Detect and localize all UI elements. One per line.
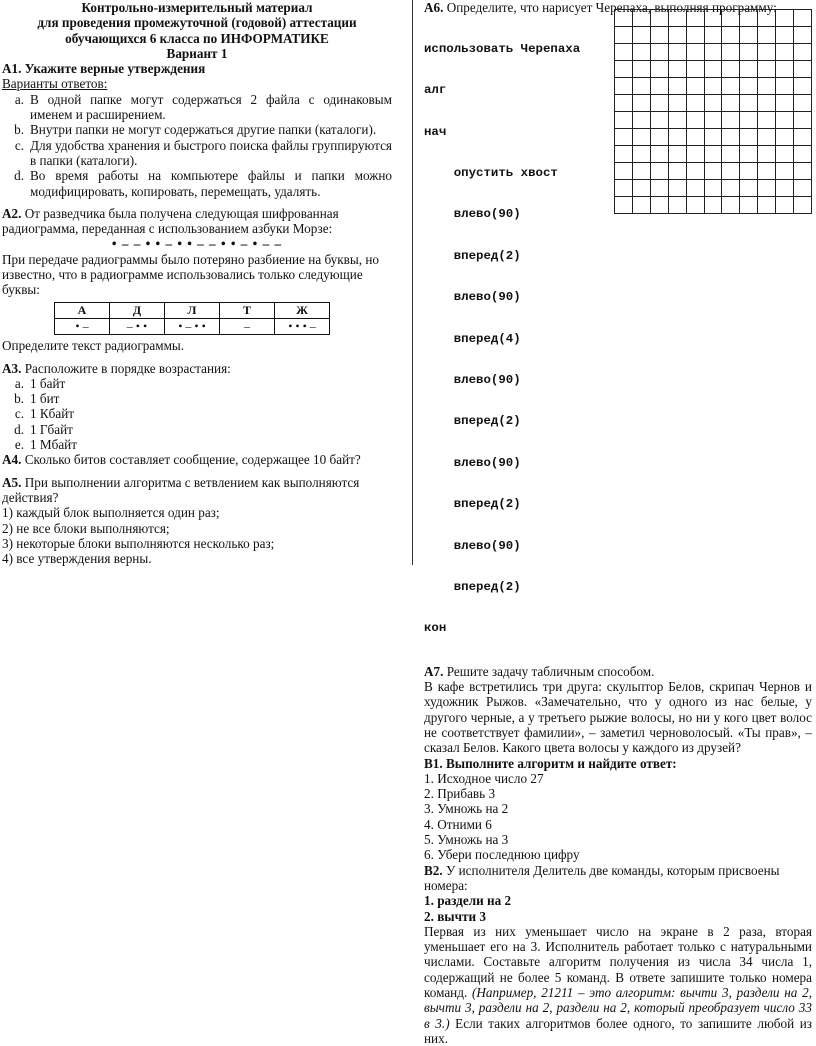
grid-cell [668,10,686,27]
grid-cell [686,163,704,180]
grid-cell [686,146,704,163]
task-a7 [424,664,812,756]
code-line: нач [424,124,447,139]
grid-cell [740,10,758,27]
code-line: опустить хвост [424,166,558,181]
table-cell: Ж [275,302,330,318]
column-divider [412,0,413,565]
grid-cell [722,180,740,197]
task-a3-text: Расположите в порядке возрастания: [24,360,231,376]
grid-cell [686,129,704,146]
task-b2-text: У исполнителя Делитель две команды, которым присвоены номера: [424,862,780,893]
grid-cell [668,146,686,163]
list-item: a. В одной папке могут содержаться 2 файла с одинаковым именем и расширением. [14,91,392,123]
grid-cell [776,129,794,146]
grid-cell [650,197,668,214]
task-a2-text2: При передаче радиограммы было потеряно разбиение на буквы, но известно, что в радиограмме использовались только следующие буквы: [2,251,380,298]
grid-cell [794,180,812,197]
grid-cell [776,61,794,78]
grid-cell [650,44,668,61]
table-cell: • • • – [275,318,330,334]
task-a6-text: Определите, что нарисует Черепаха, выполняя программу: [446,0,777,15]
task-b1-title: Выполните алгоритм и найдите ответ: [445,755,677,771]
grid-cell [740,129,758,146]
grid-cell [740,197,758,214]
list-item: b. 1 бит [14,391,60,407]
grid-cell [668,180,686,197]
grid-cell [704,78,722,95]
grid-cell [722,78,740,95]
grid-cell [615,112,633,129]
grid-cell [650,146,668,163]
variants-label: Варианты ответов: [2,76,108,92]
grid-cell [668,197,686,214]
grid-cell [776,95,794,112]
grid-cell [776,112,794,129]
grid-cell [722,163,740,180]
code-line: вперед(2) [424,248,521,263]
grid-cell [758,10,776,27]
task-a7-number: А7. [424,663,444,679]
grid-cell [740,44,758,61]
task-a2-number: А2. [2,205,22,221]
grid-cell [776,10,794,27]
grid-cell [740,78,758,95]
table-cell: Л [165,302,220,318]
grid-cell [668,44,686,61]
grid-cell [794,78,812,95]
grid-cell [704,180,722,197]
task-a5-text: При выполнении алгоритма с ветвлением как выполняются действия? [2,474,360,505]
grid-cell [776,44,794,61]
task-a2-question: Определите текст радиограммы. [2,338,185,354]
grid-cell [632,44,650,61]
grid-cell [704,129,722,146]
grid-cell [758,112,776,129]
grid-cell [758,44,776,61]
grid-cell [615,197,633,214]
grid-cell [704,163,722,180]
grid-cell [615,27,633,44]
code-line: влево(90) [424,373,521,388]
grid-cell [650,95,668,112]
grid-cell [668,163,686,180]
command-2: 2. вычти 3 [424,908,487,924]
grid-cell [668,27,686,44]
grid-cell [722,61,740,78]
header-line-3: обучающихся 6 класса по ИНФОРМАТИКЕ [65,30,329,46]
list-item: 5. Умножь на 3 [424,832,509,848]
list-item: c. Для удобства хранения и быстрого поиска файлы группируются в папки (каталоги). [14,137,392,168]
task-a2-text: От разведчика была получена следующая шифрованная радиограмма, переданная с использованием азбуки Морзе: [2,205,339,237]
grid-cell [632,10,650,27]
grid-cell [794,129,812,146]
code-line: вперед(2) [424,497,521,512]
task-b1-number: В1. [424,755,443,771]
header-line-2: для проведения промежуточной (годовой) аттестации [37,15,357,31]
grid-cell [740,146,758,163]
task-a4 [2,452,392,467]
grid-cell [650,180,668,197]
grid-cell [615,78,633,95]
task-a5 [2,475,392,567]
right-column [424,0,812,1046]
task-b2-example: (Например, 21211 – это алгоритм: вычти 3, раздели на 2, вычти 3, раздели на 2, раздели на 2, который преобразует число 33 в 3.) [424,984,812,1031]
task-a7-body: В кафе встретились три друга: скульптор Белов, скрипач Чернов и художник Рыжов. «Замечательно, что у одного из нас белые, у другого черные, а у третьего рыжие волосы, но ни у кого цвет волос не соответствует фамилии», – заметил черноволосый. «Ты прав», – сказал Белов. Какого цвета волосы у каждого из друзей? [424,679,812,756]
grid-cell [704,27,722,44]
list-item: 1. Исходное число 27 [424,770,544,786]
grid-cell [615,61,633,78]
grid-cell [650,129,668,146]
grid-cell [722,146,740,163]
grid-cell [668,129,686,146]
grid-cell [704,95,722,112]
grid-cell [686,95,704,112]
code-line: влево(90) [424,207,521,222]
grid-cell [776,197,794,214]
table-cell: – • • [110,318,165,334]
list-item: b. Внутри папки не могут содержаться другие папки (каталоги). [14,122,377,138]
grid-cell [632,95,650,112]
grid-cell [686,10,704,27]
grid-cell [668,61,686,78]
code-line: вперед(2) [424,579,521,594]
header-line-1: Контрольно-измерительный материал [81,0,313,15]
grid-cell [668,78,686,95]
table-cell: Т [220,302,275,318]
grid-cell [686,78,704,95]
grid-cell [758,129,776,146]
list-item: 1) каждый блок выполняется один раз; [2,505,220,521]
grid-cell [668,112,686,129]
grid-cell [668,95,686,112]
grid-cell [794,146,812,163]
grid-cell [776,27,794,44]
list-item: 4. Отними 6 [424,816,492,832]
grid-cell [632,129,650,146]
code-line: использовать Черепаха [424,41,581,56]
turtle-grid [614,9,812,214]
grid-cell [704,197,722,214]
task-b2 [424,863,812,1046]
grid-cell [632,78,650,95]
grid-cell [740,180,758,197]
morse-table [54,302,330,336]
grid-cell [615,95,633,112]
morse-message: • – – • • – • • – – • • – • – – [111,236,283,252]
task-a1-number: А1. [2,61,22,77]
table-cell: А [55,302,110,318]
task-a1 [2,61,392,199]
grid-cell [686,61,704,78]
grid-cell [758,61,776,78]
table-cell: Д [110,302,165,318]
task-a7-text: Решите задачу табличным способом. [446,663,655,679]
list-item: e. 1 Мбайт [14,437,77,453]
code-line: влево(90) [424,290,521,305]
grid-cell [650,10,668,27]
task-a5-number: А5. [2,474,22,490]
grid-cell [740,112,758,129]
grid-cell [758,78,776,95]
grid-cell [722,27,740,44]
grid-cell [740,61,758,78]
grid-cell [776,146,794,163]
grid-cell [650,27,668,44]
grid-cell [740,27,758,44]
grid-cell [704,112,722,129]
task-b2-tail: Если таких алгоритмов более одного, то запишите любой из них. [424,1015,812,1046]
grid-cell [758,163,776,180]
grid-cell [686,44,704,61]
document-header [2,0,392,61]
grid-cell [794,27,812,44]
grid-cell [615,44,633,61]
grid-cell [650,163,668,180]
grid-cell [776,78,794,95]
grid-cell [704,44,722,61]
table-cell: • – [55,318,110,334]
task-a3 [2,361,392,453]
grid-cell [794,197,812,214]
list-item: 2) не все блоки выполняются; [2,520,170,536]
grid-cell [794,112,812,129]
task-a3-number: А3. [2,360,22,376]
grid-cell [758,197,776,214]
task-a4-number: А4. [2,452,22,468]
grid-cell [794,95,812,112]
grid-cell [650,78,668,95]
grid-cell [776,163,794,180]
grid-cell [704,61,722,78]
list-item: 2. Прибавь 3 [424,786,496,802]
grid-cell [686,197,704,214]
grid-cell [794,163,812,180]
list-item: 3. Умножь на 2 [424,801,509,817]
grid-cell [615,180,633,197]
grid-cell [722,44,740,61]
grid-cell [632,112,650,129]
grid-cell [686,112,704,129]
grid-cell [632,163,650,180]
task-a4-text: Сколько битов составляет сообщение, содержащее 10 байт? [24,452,361,468]
code-line: влево(90) [424,538,521,553]
grid-cell [776,180,794,197]
grid-cell [722,10,740,27]
list-item: 6. Убери последнюю цифру [424,847,580,863]
left-column [2,0,392,566]
grid-cell [650,61,668,78]
grid-cell [686,27,704,44]
list-item: d. 1 Гбайт [14,421,73,437]
code-line: вперед(2) [424,414,521,429]
table-cell: • – • • [165,318,220,334]
grid-cell [758,27,776,44]
task-b2-body: Первая из них уменьшает число на экране в 2 раза, вторая уменьшает его на 3. Исполнитель работает только с натуральными числами. Составьте алгоритм получения из числа 34 числа 1, содержащий не более 5 команд. В ответе запишите только номера команд. (Например, 21211 – это алгоритм: вычти 3, раздели на 2, вычти 3, раздели на 2, раздели на 2, который преобразует число 33 в 3.) Если таких алгоритмов более одного, то запишите любой из них. [424,923,812,1046]
code-line: алг [424,83,447,98]
grid-cell [632,61,650,78]
list-item: d. Во время работы на компьютере файлы и папки можно модифицировать, копировать, перемещать, удалять. [14,168,392,199]
table-cell: – [220,318,275,334]
grid-cell [632,197,650,214]
code-line: влево(90) [424,455,521,470]
list-item: a. 1 байт [14,375,66,391]
grid-cell [632,146,650,163]
list-item: 4) все утверждения верны. [2,551,152,567]
grid-cell [722,129,740,146]
grid-cell [686,180,704,197]
grid-cell [632,180,650,197]
code-line: кон [424,621,447,636]
grid-cell [794,10,812,27]
grid-cell [704,10,722,27]
list-item: c. 1 Кбайт [14,406,75,422]
grid-cell [615,146,633,163]
task-b1 [424,756,812,863]
grid-cell [740,163,758,180]
task-b2-number: В2. [424,862,443,878]
code-line: вперед(4) [424,331,521,346]
grid-cell [758,95,776,112]
list-item: 3) некоторые блоки выполняются несколько раз; [2,535,275,551]
grid-cell [722,95,740,112]
grid-cell [704,146,722,163]
grid-cell [722,112,740,129]
grid-cell [722,197,740,214]
grid-cell [740,95,758,112]
grid-cell [632,27,650,44]
task-a6 [424,0,812,664]
grid-cell [650,112,668,129]
task-a6-number: А6. [424,0,444,15]
grid-cell [758,180,776,197]
grid-cell [615,10,633,27]
grid-cell [615,163,633,180]
task-a1-title: Укажите верные утверждения [24,61,206,77]
grid-cell [794,61,812,78]
grid-cell [615,129,633,146]
grid-cell [794,44,812,61]
grid-cell [758,146,776,163]
variant-title: Вариант 1 [166,45,228,61]
command-1: 1. раздели на 2 [424,893,512,909]
task-a2 [2,206,392,354]
